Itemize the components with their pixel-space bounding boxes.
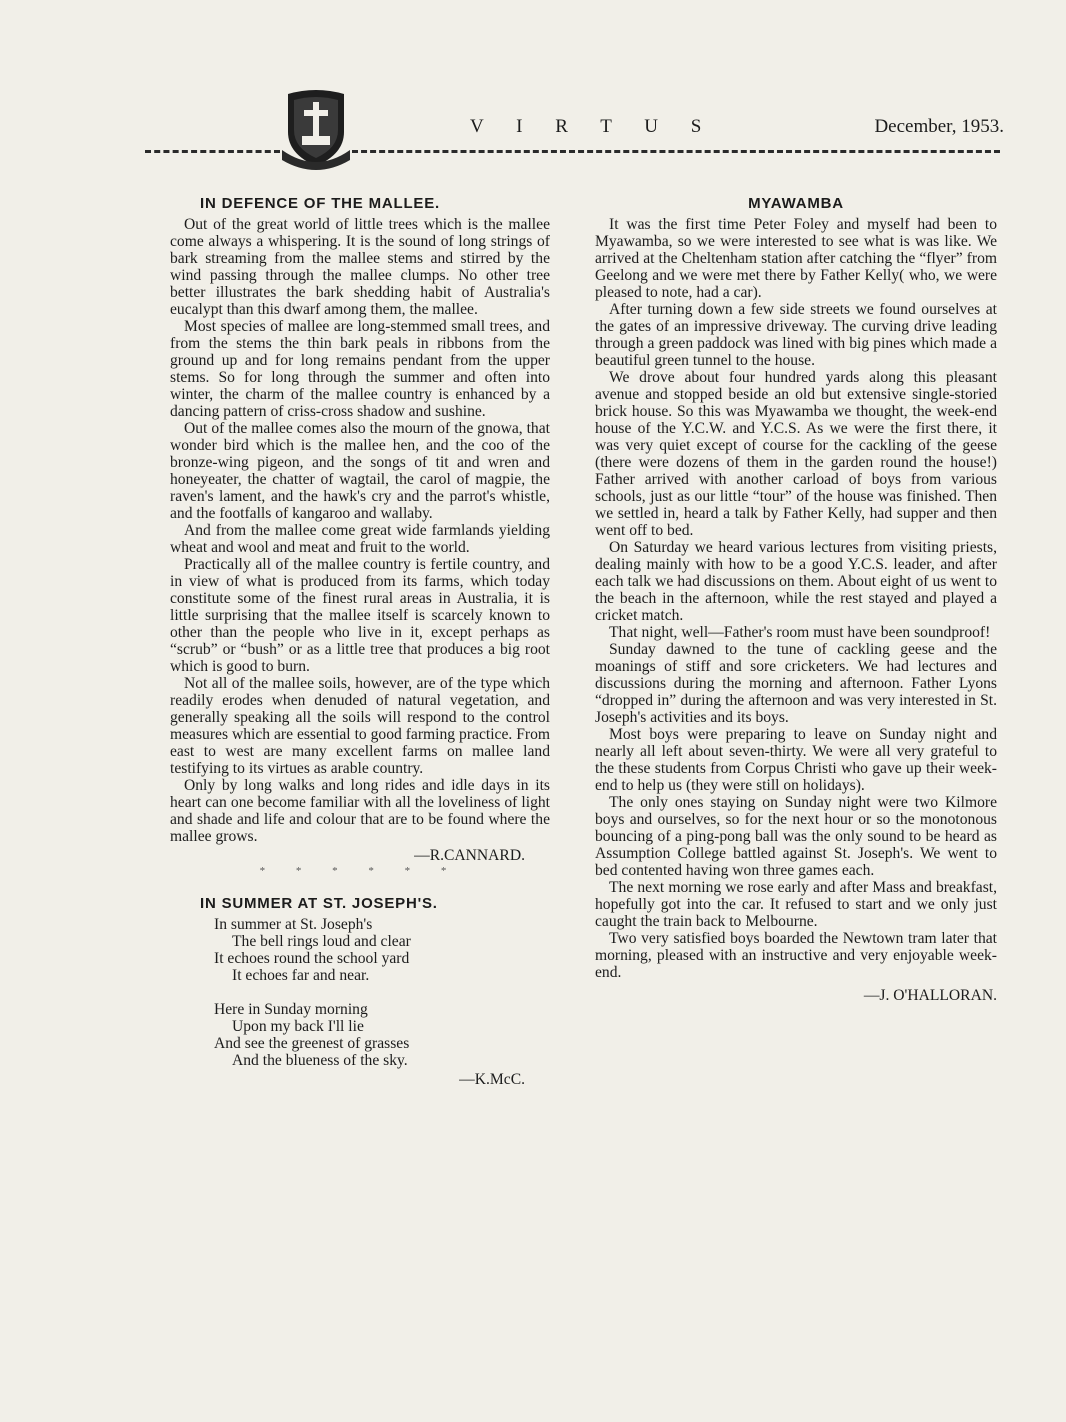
poem-line: It echoes far and near. <box>232 967 370 984</box>
poem-line: Upon my back I'll lie <box>232 1018 364 1035</box>
issue-date: December, 1953. <box>874 116 1004 137</box>
poem-line: The bell rings loud and clear <box>232 933 411 950</box>
paragraph: Not all of the mallee soils, however, are of the type which readily erodes when denuded of natural vegetation, and generally speaking all the soils will respond to the control measures which are essential to good farming practice. From east to west are many excellent farms on mallee land testifying to its virtues as arable country. <box>170 675 550 777</box>
poem-line: Here in Sunday morning <box>214 1001 368 1018</box>
paragraph: After turning down a few side streets we found ourselves at the gates of an impressive driveway. The curving drive leading through a green paddock was lined with big pines which made a beautiful green tunnel to the house. <box>595 301 997 369</box>
poem-line: It echoes round the school yard <box>214 950 410 967</box>
paragraph: Out of the great world of little trees which is the mallee come always a whispering. It is the sound of long strings of bark streaming from the mallee stems and stirred by the wind passing through the mallee clumps. No other tree better illustrates the bark shedding habit of Australia's eucalypt than this dwarf among them, the mallee. <box>170 216 550 318</box>
school-crest-icon <box>280 88 352 170</box>
paragraph: Most species of mallee are long-stemmed small trees, and from the stems the thin bark peals in ribbons from the ground up and for long remains pendant from the upper stems. So for long through the summer and often into winter, the charm of the mallee country is enhanced by a dancing pattern of criss-cross shadow and sushine. <box>170 318 550 420</box>
paragraph: And from the mallee come great wide farmlands yielding wheat and wool and meat and fruit to the world. <box>170 522 550 556</box>
poem-line: And the blueness of the sky. <box>232 1052 408 1069</box>
paragraph: The next morning we rose early and after Mass and breakfast, hopefully got into the car. It refused to start and we only just caught the train back to Melbourne. <box>595 879 997 930</box>
paragraph: Practically all of the mallee country is fertile country, and in view of what is produced from its farms, which today constitute some of the finest rural areas in Australia, it is little surprising that the mallee itself is scarcely known to other than the people who live in it, except perhaps as “scrub” or “bush” or as a little tree that produces a big root which is good to burn. <box>170 556 550 675</box>
paragraph: Sunday dawned to the tune of cackling geese and the moanings of stiff and sore cricketers. We had lectures and discussions during the morning and afternoon. Father Lyons “dropped in” during the afternoon and was very interested in St. Joseph's activities and its boys. <box>595 641 997 726</box>
paragraph: We drove about four hundred yards along this pleasant avenue and stopped beside an old but extensive single-storied brick house. So this was Myawamba we thought, the week-end house of the Y.C.W. and Y.C.S. As we were the first there, it was very quiet except of course for the cackling of the geese (there were dozens of them in the garden round the house!) Father arrived with another carload of boys from various schools, just as our little “tour” of the house was finished. Then we settled in, heard a talk by Father Kelly, had supper and then went off to bed. <box>595 369 997 539</box>
paragraph: Most boys were preparing to leave on Sunday night and nearly all left about seven-thirty. We were all very grateful to the these students from Corpus Christi who gave up their week-end to help us (they were still on holidays). <box>595 726 997 794</box>
paragraph: Only by long walks and long rides and idle days in its heart can one become familiar with all the loveliness of light and shade and life and colour that are to be found where the mallee grows. <box>170 777 550 845</box>
section-separator: * * * * * * <box>259 865 461 877</box>
poem-title: IN SUMMER AT ST. JOSEPH'S. <box>200 895 438 912</box>
header-rule-right <box>352 150 1000 153</box>
byline-mallee: —R.CANNARD. <box>414 847 525 864</box>
masthead-title: V I R T U S <box>470 116 716 137</box>
paragraph: Two very satisfied boys boarded the Newtown tram later that morning, pleased with an instructive and very enjoyable week-end. <box>595 930 997 981</box>
article-title-myawamba: MYAWAMBA <box>748 195 844 212</box>
paragraph: Out of the mallee comes also the mourn of the gnowa, that wonder bird which is the mallee hen, and the coo of the bronze-wing pigeon, and the songs of tit and wren and honeyeater, the chatter of wagtail, the carol of magpie, the raven's lament, and the hawk's cry and the parrot's whistle, and the footfalls of kangaroo and wallaby. <box>170 420 550 522</box>
poem-line: In summer at St. Joseph's <box>214 916 373 933</box>
header-rule-left <box>145 150 280 153</box>
paragraph: It was the first time Peter Foley and myself had been to Myawamba, so we were interested to see what is was like. We arrived at the Cheltenham station after catching the “flyer” from Geelong and we were met there by Father Kelly( who, we were pleased to note, had a car). <box>595 216 997 301</box>
poem-line: And see the greenest of grasses <box>214 1035 410 1052</box>
paragraph: That night, well—Father's room must have been soundproof! <box>609 624 991 641</box>
right-column <box>595 195 997 1005</box>
byline-myawamba: —J. O'HALLORAN. <box>863 987 997 1004</box>
paragraph: The only ones staying on Sunday night were two Kilmore boys and ourselves, so for the next hour or so the monotonous bouncing of a ping-pong ball was the only sound to be heard as Assumption College battled against St. Joseph's. We went to bed contented having won three games each. <box>595 794 997 879</box>
paragraph: On Saturday we heard various lectures from visiting priests, dealing mainly with how to be a good Y.C.S. leader, and after each talk we had discussions on them. About eight of us went to the beach in the afternoon, while the rest stayed and played a cricket match. <box>595 539 997 624</box>
left-column <box>170 195 550 1089</box>
byline-poem: —K.McC. <box>459 1071 525 1088</box>
poem-stanza <box>214 916 550 984</box>
poem-stanza <box>214 1001 550 1069</box>
poem <box>214 916 550 1069</box>
article-title-mallee: IN DEFENCE OF THE MALLEE. <box>200 195 441 212</box>
